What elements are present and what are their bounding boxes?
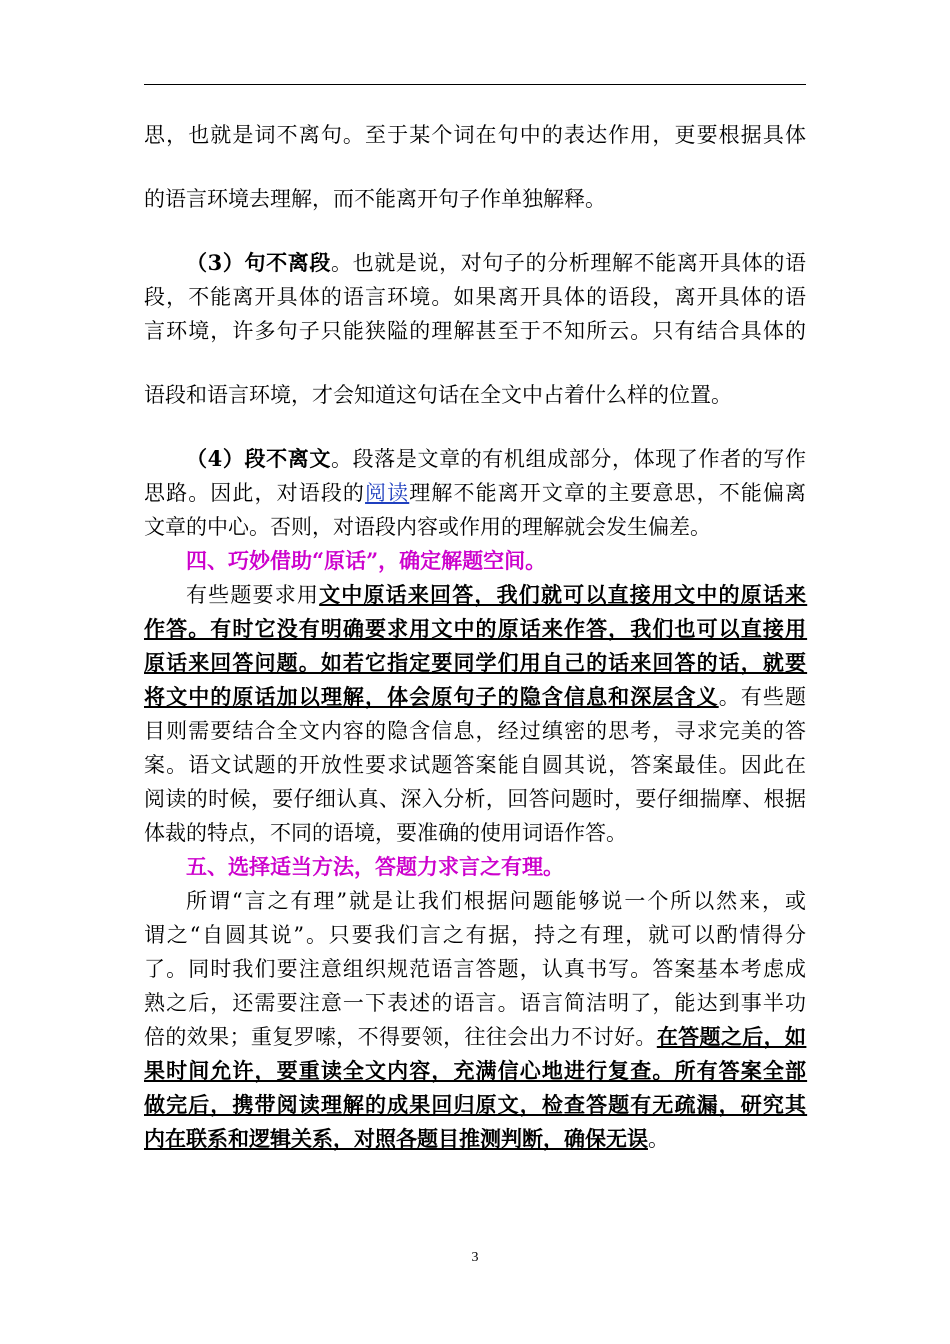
text-run: 熟之后，还需要注意一下表述的语言。语言简洁明了，能达到事半功 xyxy=(144,991,808,1015)
emphasis-run: 文中原话来回答，我们就可以直接用文中的原话来 xyxy=(319,582,808,607)
text-line xyxy=(144,748,806,782)
text-line xyxy=(144,510,806,544)
text-run: 阅读的时候，要仔细认真、深入分析，回答问题时，要仔细揣摩、根据 xyxy=(144,787,807,811)
text-run: 案。语文试题的开放性要求试题答案能自圆其说，答案最佳。因此在 xyxy=(144,753,808,777)
document-body xyxy=(144,118,806,1156)
text-line xyxy=(144,1122,806,1156)
emphasis-run: 将文中的原话加以理解，体会原句子的隐含信息和深层含义 xyxy=(144,684,719,709)
text-line xyxy=(144,118,806,152)
page-number: 3 xyxy=(471,1250,479,1265)
item-title: 句不离段 xyxy=(244,250,331,275)
text-run: 思，也就是词不离句。至于某个词在句中的表达作用，更要根据具体 xyxy=(144,123,808,147)
text-run: 文章的中心。否则，对语段内容或作用的理解就会发生偏差。 xyxy=(144,515,711,539)
text-run: 了。同时我们要注意组织规范语言答题，认真书写。答案基本考虑成 xyxy=(144,957,808,981)
section-heading-4: 四、巧妙借助“原话”，确定解题空间。 xyxy=(186,548,547,573)
emphasis-line: 做完后，携带阅读理解的成果回归原文，检查答题有无疏漏，研究其 xyxy=(144,1092,808,1117)
reading-link[interactable]: 阅读 xyxy=(365,481,410,505)
item-title: 段不离文 xyxy=(244,446,331,471)
paragraph-3-start xyxy=(144,246,806,280)
text-run: 所谓“言之有理”就是让我们根据问题能够说一个所以然来，或 xyxy=(186,889,808,913)
text-run: 语段和语言环境，才会知道这句话在全文中占着什么样的位置。 xyxy=(144,383,732,407)
text-run: 的语言环境去理解，而不能离开句子作单独解释。 xyxy=(144,187,606,211)
text-line xyxy=(144,182,806,216)
emphasis-run: 内在联系和逻辑关系，对照各题目推测判断，确保无误 xyxy=(144,1126,648,1151)
text-run: 段，不能离开具体的语言环境。如果离开具体的语段，离开具体的语 xyxy=(144,285,808,309)
paragraph-4-start xyxy=(144,442,806,476)
text-line xyxy=(144,884,806,918)
item-number: （4） xyxy=(186,446,245,471)
section-heading-5: 五、选择适当方法，答题力求言之有理。 xyxy=(186,854,564,879)
text-run: 倍的效果；重复罗嗦，不得要领，往往会出力不讨好。 xyxy=(144,1025,657,1049)
text-line xyxy=(144,314,806,348)
item-number: （3） xyxy=(186,250,245,275)
emphasis-line: 果时间允许，要重读全文内容，充满信心地进行复查。所有答案全部 xyxy=(144,1058,808,1083)
text-run: 有些题要求用 xyxy=(186,583,320,607)
text-line xyxy=(144,714,806,748)
emphasis-line: 作答。有时它没有明确要求用文中的原话来作答，我们也可以直接用 xyxy=(144,616,808,641)
text-run: 。也就是说，对句子的分析理解不能离开具体的语 xyxy=(330,251,807,275)
text-run: 言环境，许多句子只能狭隘的理解甚至于不知所云。只有结合具体的 xyxy=(144,319,808,343)
text-line xyxy=(144,816,806,850)
text-line xyxy=(144,952,806,986)
text-run: 。有些题 xyxy=(718,685,808,709)
text-line xyxy=(144,680,806,714)
text-line xyxy=(144,378,806,412)
text-line xyxy=(144,986,806,1020)
text-run: 体裁的特点，不同的语境，要准确的使用词语作答。 xyxy=(144,821,627,845)
text-run: 思路。因此，对语段的 xyxy=(144,481,366,505)
text-run: 谓之“自圆其说”。只要我们言之有据，持之有理，就可以酌情得分 xyxy=(144,923,808,947)
header-rule xyxy=(144,84,806,85)
text-run: 。 xyxy=(648,1127,669,1151)
text-line xyxy=(144,782,806,816)
text-line xyxy=(144,918,806,952)
text-run: 。段落是文章的有机组成部分，体现了作者的写作 xyxy=(330,447,807,471)
emphasis-line: 原话来回答问题。如若它指定要同学们用自己的话来回答的话，就要 xyxy=(144,650,808,675)
text-line xyxy=(144,1020,806,1054)
text-run: 理解不能离开文章的主要意思，不能偏离 xyxy=(409,481,808,505)
emphasis-run: 在答题之后，如 xyxy=(656,1024,807,1049)
text-line xyxy=(144,578,806,612)
text-line xyxy=(144,280,806,314)
text-line xyxy=(144,476,806,510)
text-run: 目则需要结合全文内容的隐含信息，经过缜密的思考，寻求完美的答 xyxy=(144,719,808,743)
